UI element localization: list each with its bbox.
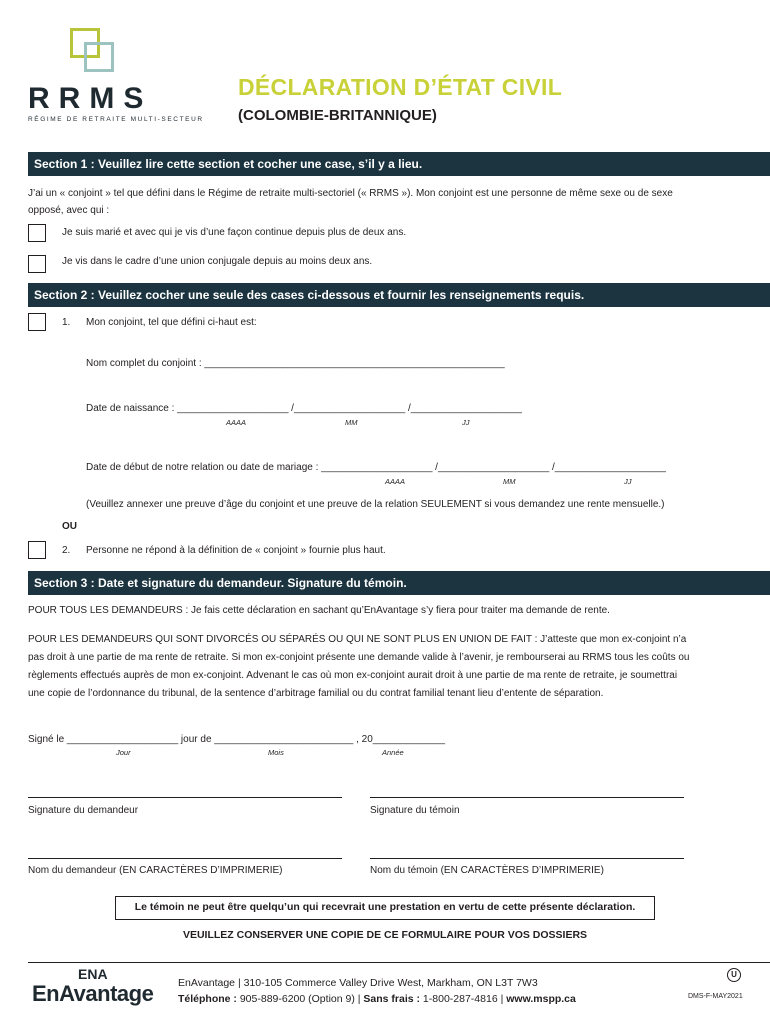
page-subtitle: (COLOMBIE-BRITANNIQUE) xyxy=(238,107,437,124)
item1-label: Mon conjoint, tel que défini ci-haut est: xyxy=(86,317,257,328)
applicant-signature-label: Signature du demandeur xyxy=(28,805,139,816)
phone-label: Téléphone : xyxy=(178,993,237,1005)
attach-note: (Veuillez annexer une preuve d’âge du conjoint et une preuve de la relation SEULEMENT si vous demandez une rente mensuelle.) xyxy=(86,499,665,510)
enavantage-logo: EnAvantage xyxy=(32,981,154,1006)
signed-date-field[interactable]: Signé le ____________________ jour de _________________________ , 20_____________ xyxy=(28,734,446,745)
section1-heading: Section 1 : Veuillez lire cette section et cocher une case, s’il y a lieu. xyxy=(28,152,770,176)
section1-intro-line1: J’ai un « conjoint » tel que défini dans le Régime de retraite multi-sectoriel (« RRMS »). Mon conjoint est une personne de même sexe ou de sexe xyxy=(28,188,673,199)
start-year-caption: AAAA xyxy=(385,477,406,486)
page-title: DÉCLARATION D’ÉTAT CIVIL xyxy=(238,74,563,100)
birth-month-caption: MM xyxy=(345,418,358,427)
rrms-logo xyxy=(28,26,204,126)
day-caption: Jour xyxy=(116,748,131,757)
year-caption: Année xyxy=(382,748,404,757)
footer-address: EnAvantage | 310-105 Commerce Valley Drive West, Markham, ON L3T 7W3 xyxy=(178,977,538,989)
spouse-checkbox[interactable] xyxy=(28,313,46,331)
witness-notice: Le témoin ne peut être quelqu’un qui recevrait une prestation en vertu de cette présente déclaration. xyxy=(115,896,655,920)
birth-year-caption: AAAA xyxy=(226,418,247,427)
logo-brand-text: RRMS xyxy=(28,82,153,115)
section2-heading: Section 2 : Veuillez cocher une seule des cases ci-dessous et fournir les renseignements requis. xyxy=(28,283,770,307)
common-law-label: Je vis dans le cadre d’une union conjugale depuis au moins deux ans. xyxy=(62,256,373,267)
relationship-start-field[interactable]: Date de début de notre relation ou date de mariage : ____________________ /____________________ /____________________ xyxy=(86,462,666,473)
common-law-checkbox[interactable] xyxy=(28,255,46,273)
birth-date-field[interactable]: Date de naissance : ____________________ /____________________ /____________________ xyxy=(86,403,522,414)
or-label: OU xyxy=(62,521,77,532)
applicant-signature-line[interactable] xyxy=(28,797,342,798)
logo-square-icon xyxy=(84,42,114,72)
union-label-icon: U xyxy=(727,968,741,982)
witness-name-label: Nom du témoin (EN CARACTÈRES D’IMPRIMERIE) xyxy=(370,865,604,876)
divorced-paragraph-line3: règlements effectués auprès de mon ex-conjoint. Advenant le cas où mon ex-conjoint aurait droit à une partie de ma rente de retraite, je soumettrai xyxy=(28,670,678,681)
enavantage-mark-icon: ENA xyxy=(78,966,108,982)
item1-number: 1. xyxy=(62,317,71,328)
section1-intro-line2: opposé, avec qui : xyxy=(28,205,110,216)
form-code: DMS-F-MAY2021 xyxy=(688,993,743,1000)
spouse-name-field[interactable]: Nom complet du conjoint : ______________________________________________________ xyxy=(86,358,505,369)
witness-signature-label: Signature du témoin xyxy=(370,805,460,816)
no-spouse-checkbox[interactable] xyxy=(28,541,46,559)
divorced-paragraph-line4: une copie de l’ordonnance du tribunal, de la sentence d’arbitrage familial ou du contrat familial tenant lieu d’entente de séparation. xyxy=(28,688,604,699)
divorced-paragraph-line1: POUR LES DEMANDEURS QUI SONT DIVORCÉS OU SÉPARÉS OU QUI NE SONT PLUS EN UNION DE FAIT : J’atteste que mon ex-conjoint n’a xyxy=(28,634,687,645)
logo-tagline: RÉGIME DE RETRAITE MULTI-SECTEUR xyxy=(28,116,204,123)
witness-name-line[interactable] xyxy=(370,858,684,859)
tollfree-number: 1-800-287-4816 | xyxy=(420,993,507,1005)
footer-divider xyxy=(28,962,770,963)
divorced-paragraph-line2: pas droit à une partie de ma rente de retraite. Si mon ex-conjoint présente une demande valide à l’avenir, je rembourserai au RRMS tous les coûts ou xyxy=(28,652,690,663)
married-checkbox[interactable] xyxy=(28,224,46,242)
website-link[interactable]: www.mspp.ca xyxy=(506,993,576,1005)
month-caption: Mois xyxy=(268,748,284,757)
item2-label: Personne ne répond à la définition de « conjoint » fournie plus haut. xyxy=(86,545,386,556)
witness-signature-line[interactable] xyxy=(370,797,684,798)
birth-day-caption: JJ xyxy=(462,418,470,427)
phone-number: 905-889-6200 (Option 9) | xyxy=(236,993,364,1005)
married-label: Je suis marié et avec qui je vis d’une façon continue depuis plus de deux ans. xyxy=(62,227,407,238)
applicant-name-label: Nom du demandeur (EN CARACTÈRES D’IMPRIMERIE) xyxy=(28,865,283,876)
footer-phone-line xyxy=(178,991,576,1007)
start-month-caption: MM xyxy=(503,477,516,486)
applicant-name-line[interactable] xyxy=(28,858,342,859)
keep-copy-notice: VEUILLEZ CONSERVER UNE COPIE DE CE FORMULAIRE POUR VOS DOSSIERS xyxy=(182,929,588,941)
item2-number: 2. xyxy=(62,545,71,556)
footer-contact xyxy=(178,975,576,1007)
tollfree-label: Sans frais : xyxy=(363,993,421,1005)
start-day-caption: JJ xyxy=(624,477,632,486)
all-applicants-paragraph: POUR TOUS LES DEMANDEURS : Je fais cette déclaration en sachant qu’EnAvantage s’y fiera pour traiter ma demande de rente. xyxy=(28,605,610,616)
section3-heading: Section 3 : Date et signature du demandeur. Signature du témoin. xyxy=(28,571,770,595)
